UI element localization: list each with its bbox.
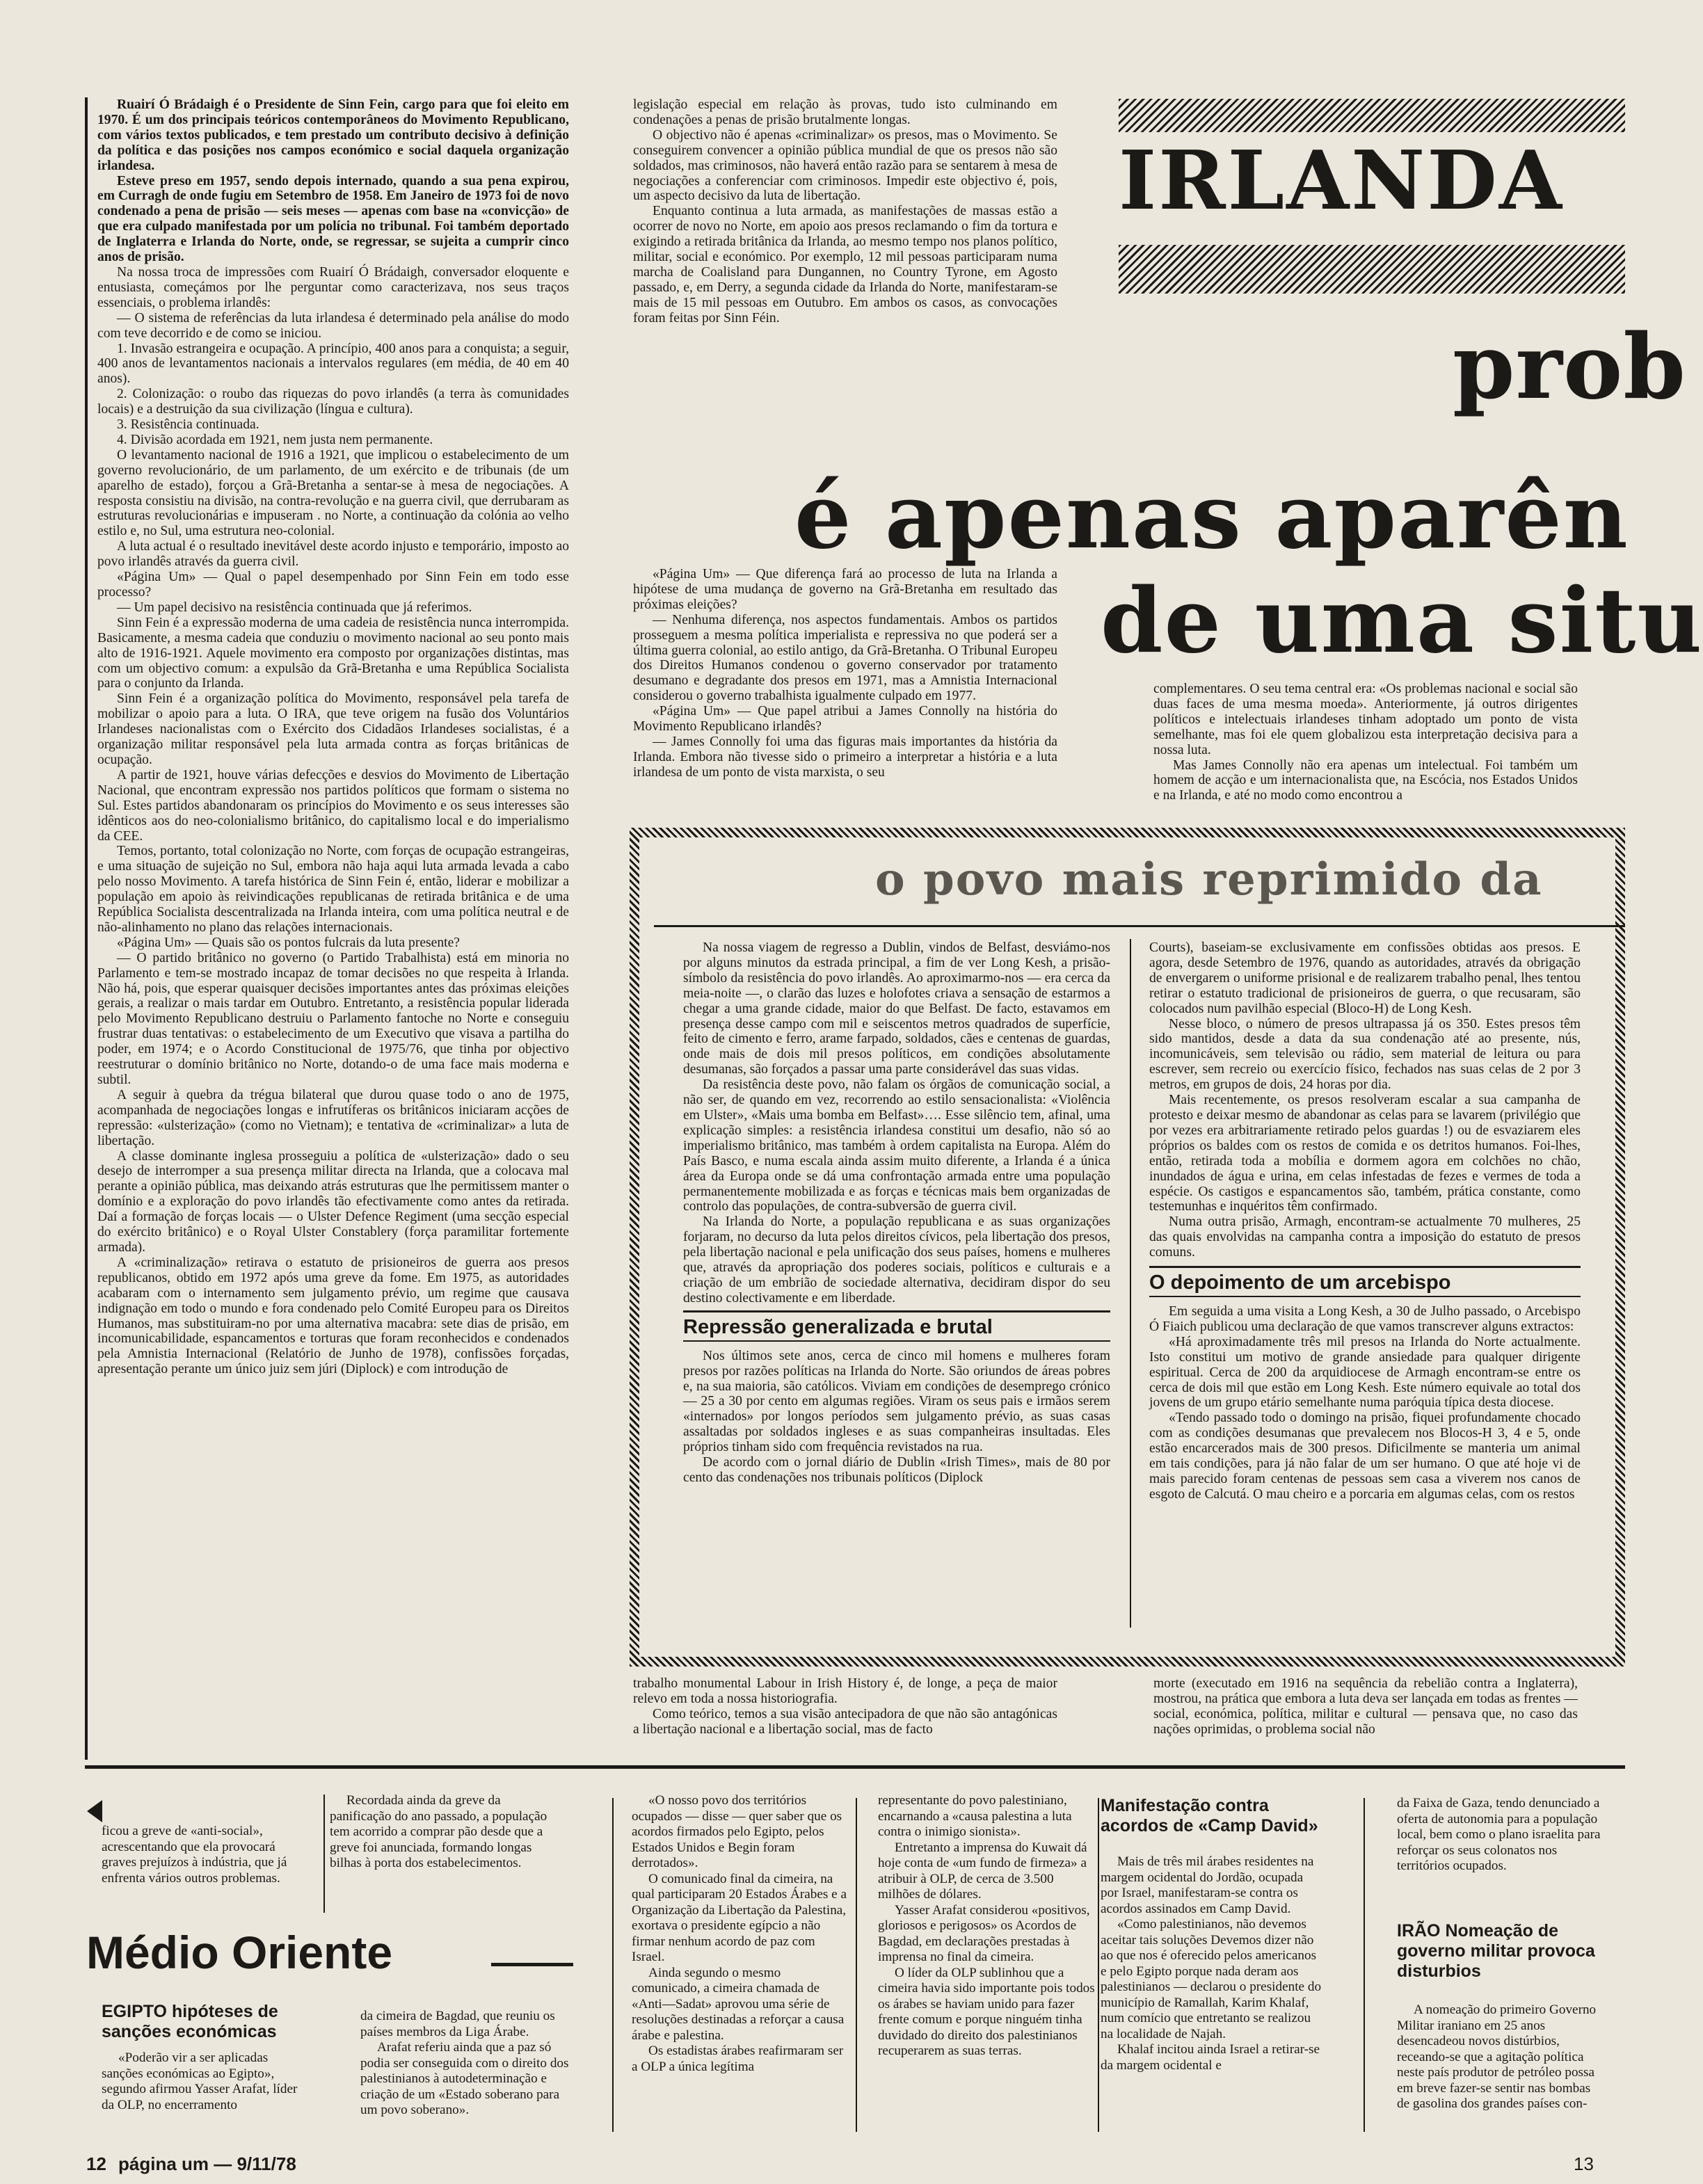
paragraph: morte (executado em 1916 na sequência da rebelião contra a Inglaterra), mostrou, na prática que embora a luta deva ser lançada em todas as frentes — social, económica, política, militar e cultural — pensava que, no caso das nações oprimidas, o problema social não bbox=[1153, 1676, 1578, 1737]
irao-block bbox=[1397, 1921, 1606, 2134]
paragraph: — Nenhuma diferença, nos aspectos fundamentais. Ambos os partidos prosseguem a mesma política imperialista e repressiva no que poderá ser a última guerra colonial, ao estilo antigo, da Grã-Bretanha. O Tribunal Europeu dos Direitos Humanos condenou o governo conservador por tratamento desumano e degradante dos presos em 1971, mas a Amnistia Internacional considerou o governo trabalhista igualmente culpado em 1977. bbox=[633, 612, 1057, 704]
bottom-rule-4 bbox=[1098, 1798, 1099, 2132]
bottom-col1-top: ficou a greve de «anti-social», acrescentando que ela provocará graves prejuízos à indústria, que já enfrenta vários outros problemas. bbox=[102, 1824, 287, 1886]
paragraph: Numa outra prisão, Armagh, encontram-se actualmente 70 mulheres, 25 das quais envolvidas na campanha contra a imposição do estatuto de presos comuns. bbox=[1149, 1214, 1581, 1260]
box-column-1 bbox=[683, 940, 1110, 1629]
paragraph: 2. Colonização: o roubo das riquezas do povo irlandês (a terra às comunidades locais) e a destruição da sua civilização (língua e cultura). bbox=[97, 387, 569, 417]
headline-hatch-bottom bbox=[1119, 245, 1625, 294]
paragraph: Na nossa viagem de regresso a Dublin, vindos de Belfast, desviámo-nos por alguns minutos da estrada principal, a fim de ver Long Kesh, a prisão-símbolo da resistência do povo irlandês. Ao aproximarmo-nos — era cerca da meia-noite —, o clarão das luzes e holofotes criava a sensação de estarmos a chegar a uma grande cidade, maior do que Belfast. De facto, estavamos em presença desse campo com mil e seiscentos metros quadrados de superfície, feito de cimento e ferro, arame farpado, soldados, cães e centenas de guardas, onde mais de dois mil presos políticos, em condições absolutamente desumanas, são forçados a passar uma parte considerável das suas vidas. bbox=[683, 940, 1110, 1077]
box-title: o povo mais reprimido da bbox=[875, 853, 1543, 906]
paragraph: 1. Invasão estrangeira e ocupação. A princípio, 400 anos para a conquista; a seguir, 400 anos de levantamentos nacionais a intervalos regulares (em média, de 40 em 40 anos). bbox=[97, 341, 569, 387]
bottom-col2-bottom bbox=[360, 2009, 576, 2127]
paragraph: Arafat referiu ainda que a paz só podia ser conseguida com o direito dos palestinianos à autodeterminação e criação de um «Estado soberano para um povo soberano». bbox=[360, 2040, 569, 2117]
camp-david-headline: Manifestação contra acordos de «Camp David» bbox=[1101, 1796, 1318, 1836]
paragraph: O levantamento nacional de 1916 a 1921, que implicou o estabelecimento de um governo revolucionário, de um parlamento, de um exército e de tribunais (de um aparelho de estado), forçou a Grã-Bretanha a sentar-se à mesa de negociações. A resposta consistiu na divisão, na contra-revolução e na guerra civil, que derrubaram as estruturas revolucionárias e impuseram . no Norte, a continuação da colónia ao velho estilo e, no Sul, uma estrutura neo-colonial. bbox=[97, 447, 569, 539]
paragraph: Mas James Connolly não era apenas um intelectual. Foi também um homem de acção e um internacionalista que, na Escócia, nos Estados Unidos e na Irlanda, e até no modo como encontrou a bbox=[1153, 757, 1578, 803]
paragraph: 4. Divisão acordada em 1921, nem justa nem permanente. bbox=[117, 432, 433, 447]
paragraph: «Há aproximadamente três mil presos na Irlanda do Norte actualmente. Isto constitui um motivo de grande ansiedade para qualquer dirigente espiritual. Cerca de 200 da arquidiocese de Armagh encontram-se entre os cerca de dois mil que estão em Long Kesh. Este número equivale ao total dos jovens de um grupo etário semelhante numa paróquia típica desta diocese. bbox=[1149, 1334, 1581, 1411]
bottom-section-rule bbox=[85, 1765, 1625, 1769]
right-column-top bbox=[1153, 682, 1578, 814]
paragraph: Da resistência deste povo, não falam os órgãos de comunicação social, a não ser, de quando em vez, recorrendo ao estilo sensacionalista: «Violência em Ulster», «Mais uma bomba em Belfast»…. Esse silêncio tem, afinal, uma explicação simples: a resistência irlandesa constitui um desafio, não só ao imperialismo britânico, mas também à ordem capitalista na Europa. Além do País Basco, e numa escala ainda assim muito diferente, a Irlanda é a única área da Europa onde se dá uma confrontação armada entre uma população permanentemente mobilizada e as forças e técnicas mais bem organizadas de controlo das populações, de contra-subversão de guerra civil. bbox=[683, 1077, 1110, 1214]
continue-arrow-icon bbox=[87, 1800, 102, 1822]
box-title-rule bbox=[654, 925, 1625, 927]
box-column-rule bbox=[1130, 939, 1131, 1628]
interview-text bbox=[97, 265, 569, 1377]
paragraph: «Tendo passado todo o domingo na prisão, fiquei profundamente chocado com as condições desumanas que prevalecem nos Blocos-H 3, 4 e 5, onde estão encarcerados mais de 300 presos. Dificilmente se manteria um animal em tais condições, para já não falar de um ser humano. O que até hoje vi de mais parecido foram centenas de pessoas sem casa a viverem nos canos de esgoto de Calcutá. O mau cheiro e a porcaria em algumas celas, com os restos bbox=[1149, 1411, 1581, 1502]
paragraph: O comunicado final da cimeira, na qual participaram 20 Estados Árabes e a Organização da Libertação da Palestina, exortava o presidente egípcio a não firmar nenhum acordo de paz com Israel. bbox=[632, 1871, 847, 1964]
footer-publication: página um — 9/11/78 bbox=[118, 2153, 296, 2174]
paragraph: «Página Um» — Qual o papel desempenhado por Sinn Fein em todo esse processo? bbox=[97, 570, 569, 600]
paragraph: trabalho monumental Labour in Irish History é, de longe, a peça de maior relevo em toda a nossa historiografia. bbox=[633, 1676, 1057, 1706]
left-column-rule bbox=[85, 97, 88, 1760]
paragraph: A partir de 1921, houve várias defecções e desvios do Movimento de Libertação Nacional, que encontram expressão nos partidos políticos que formam o sistema no Sul. Estes partidos abandonaram os princípios do Movimento e os seus interesses são idênticos aos do neo-colonialismo britânico, do capitalismo local e do imperialismo da CEE. bbox=[97, 767, 569, 844]
subhead2-rule bbox=[1149, 1266, 1581, 1268]
subhead1-underline bbox=[683, 1340, 1110, 1342]
paragraph: A luta actual é o resultado inevitável deste acordo injusto e temporário, imposto ao povo irlandês através da guerra civil. bbox=[97, 539, 569, 570]
paragraph: «Página Um» — Que diferença fará ao processo de luta na Irlanda a hipótese de uma mudança de governo na Grã-Bretanha em resultado das próximas eleições? bbox=[633, 567, 1057, 612]
right-column-below-box bbox=[1153, 1676, 1578, 1753]
medio-oriente-rule bbox=[491, 1963, 573, 1966]
paragraph: Sinn Fein é a organização política do Movimento, responsável pela tarefa de mobilizar o apoio para a luta. O IRA, que teve origem na fusão dos Voluntários Irlandeses nacionalistas com o Exército dos Cidadãos Irlandeses socialistas, é a organização militar responsável pela luta armada contra as forças britânicas de ocupação. bbox=[97, 691, 569, 767]
headline-irlanda: IRLANDA bbox=[1119, 134, 1564, 228]
subhead-arcebispo: O depoimento de um arcebispo bbox=[1149, 1271, 1451, 1294]
paragraph: representante do povo palestiniano, encarnando a «causa palestina a luta contra o inimigo sionista». bbox=[878, 1793, 1072, 1839]
paragraph: — O partido britânico no governo (o Partido Trabalhista) está em minoria no Parlamento e tem-se mostrado incapaz de tomar decisões no que respeita à Irlanda. Não há, pois, que esperar quaisquer decisões importantes antes das próximas eleições gerais, a realizar o mais tardar em Outubro. Entretanto, a resistência popular liderada pelo Movimento Republicano destruiu o Parlamento fantoche no Norte e conseguiu frustrar duas tentativas: o estabelecimento de um Executivo que visava a partilha do poder, em 1974; e o Acordo Constitucional de 1975/76, que tinha por objectivo reestruturar o domínio britânico no Norte, dotando-o de uma face mais moderna e subtil. bbox=[97, 950, 569, 1087]
subhead-repressao: Repressão generalizada e brutal bbox=[683, 1315, 993, 1338]
paragraph: legislação especial em relação às provas, tudo isto culminando em condenações a penas de prisão brutalmente longas. bbox=[633, 97, 1057, 127]
paragraph: Nos últimos sete anos, cerca de cinco mil homens e mulheres foram presos por razões políticas na Irlanda do Norte. São oriundos de áreas pobres e, na sua maioria, são católicos. Viviam em condições de desemprego crónico — 25 a 30 por cento em algumas regiões. Viram os seus pais e irmãos serem «internados» por longos períodos sem julgamento prévio, as suas casas assaltadas por soldados ingleses e as suas companheiras insultadas. Eles próprios tinham sido com frequência revistados na rua. bbox=[683, 1348, 1110, 1455]
paragraph: 3. Resistência continuada. bbox=[117, 417, 259, 433]
paragraph: Nesse bloco, o número de presos ultrapassa já os 350. Estes presos têm sido mantidos, desde a data da sua condenação até ao presente, nús, incomunicáveis, sem televisão ou rádio, sem material de leitura ou para escrever, sem recreio ou exercício físico, fechados nas suas celas de 2 por 3 metros, em grupos de dois, 24 horas por dia. bbox=[1149, 1016, 1581, 1093]
paragraph: da cimeira de Bagdad, que reuniu os países membros da Liga Árabe. bbox=[360, 2009, 555, 2039]
bottom-col6-top: da Faixa de Gaza, tendo denunciado a oferta de autonomia para a população local, bem como o plano israelita para reforçar os seus colonatos nos territórios ocupados. bbox=[1397, 1796, 1601, 1873]
paragraph: Mais de três mil árabes residentes na margem ocidental do Jordão, ocupada por Israel, manifestaram-se contra os acordos assinados em Camp David. bbox=[1101, 1854, 1314, 1916]
paragraph: Esteve preso em 1957, sendo depois internado, quando a sua pena expirou, em Curragh de onde fugiu em Setembro de 1958. Em Janeiro de 1973 foi de novo condenado a pena de prisão — seis meses — apenas com base na «convicção» de que era culpado manifestada por um polícia no tribunal. Foi também deportado de Inglaterra e Irlanda do Norte, onde, se regressar, se sujeita a cumprir cinco anos de prisão. bbox=[97, 173, 569, 265]
irao-text: A nomeação do primeiro Governo Militar iraniano em 25 anos desencadeou novos distúrbios, receando-se que a agitação política neste país produtor de petróleo possa em breve fazer-se sentir nas bombas de gasolina dos grandes países con- bbox=[1397, 2002, 1597, 2111]
paragraph: — James Connolly foi uma das figuras mais importantes da história da Irlanda. Embora não tivesse sido o primeiro a interpretar a história e a luta irlandesa de um ponto de vista marxista, o seu bbox=[633, 734, 1057, 780]
paragraph: complementares. O seu tema central era: «Os problemas nacional e social são duas faces de uma mesma moeda». Anteriormente, já outros dirigentes políticos e intelectuais irlandeses tinham adoptado um ponto de vista semelhante, mas foi ele quem globalizou esta interpretação decisiva para a nossa luta. bbox=[1153, 682, 1578, 757]
medio-oriente-title: Médio Oriente bbox=[86, 1927, 393, 1978]
egito-text: «Poderão vir a ser aplicadas sanções económicas ao Egipto», segundo afirmou Yasser Arafat, líder da OLP, no encerramento bbox=[102, 2050, 298, 2112]
headline-hatch-top bbox=[1119, 99, 1625, 132]
subhead1-rule bbox=[683, 1310, 1110, 1312]
paragraph: Ainda segundo o mesmo comunicado, a cimeira chamada de «Anti—Sadat» aprovou uma série de resoluções destinadas a reforçar a causa árabe e palestina. bbox=[632, 1965, 845, 2043]
headline-line2: prob bbox=[1453, 315, 1686, 419]
paragraph: A classe dominante inglesa prosseguiu a política de «ulsterização» dado o seu desejo de interromper a sua presença militar directa na Irlanda, que a colocava mal perante a opinião pública, mas deixando atrás estruturas que lhe permitissem manter o domínio e a exploração do povo irlandês tão efectivamente como antes da retirada. Daí a formação de forças locais — o Ulster Defence Regiment (uma secção especial do exército britânico) e o Royal Ulster Constablery (força paramilitar fortemente armada). bbox=[97, 1148, 569, 1255]
bottom-col4 bbox=[878, 1793, 1095, 2133]
bottom-rule-3 bbox=[856, 1798, 857, 2132]
middle-column-qa bbox=[633, 567, 1057, 816]
paragraph: Ruairí Ó Brádaigh é o Presidente de Sinn Fein, cargo para que foi eleito em 1970. É um dos principais teóricos contemporâneos do Movimento Republicano, com vários textos publicados, e tem prestado um contributo decisivo à definição da política e das posições nos campos económico e social daquela organização irlandesa. bbox=[97, 97, 569, 173]
interview-intro bbox=[97, 97, 569, 265]
bottom-col3 bbox=[632, 1793, 847, 2133]
paragraph: Temos, portanto, total colonização no Norte, com forças de ocupação estrangeiras, e uma situação de sujeição no Sul, embora não haja aqui luta armada levada a cabo pelo nosso Movimento. A tarefa histórica de Sinn Fein é, então, liderar e mobilizar a população em apoio às reivindicações republicanas de retirada britânica e de uma República Socialista descentralizada na Irlanda inteira, com uma política neutral e de não-alinhamento no plano das relações internacionais. bbox=[97, 844, 569, 935]
headline-line4: de uma situ bbox=[1101, 569, 1703, 673]
paragraph: Courts), baseiam-se exclusivamente em confissões obtidas aos presos. E agora, desde Setembro de 1976, quando as autoridades, através da obrigação de envergarem o uniforme prisional e de realizarem trabalho penal, lhes tentou retirar o estatuto tradicional de prisioneiros de guerra, o que recusaram, são colocados num pavilhão especial (Bloco-H) de Long Kesh. bbox=[1149, 940, 1581, 1016]
bottom-col2-top: Recordada ainda da greve da panificação do ano passado, a população tem acorrido a comprar pão desde que a greve foi anunciada, formando longas bilhas à porta dos estabelecimentos. bbox=[330, 1793, 547, 1870]
bottom-rule-1 bbox=[323, 1794, 325, 1913]
box-column-2 bbox=[1149, 940, 1581, 1629]
paragraph: A seguir à quebra da trégua bilateral que durou quase todo o ano de 1975, acompanhada de negociações longas e infrutíferas os britânicos iniciaram acções de repressão: «ulsterização» (como no Vietnam); e tentativa de «criminalizar» a luta de libertação. bbox=[97, 1087, 569, 1148]
page-number-left: 12 bbox=[86, 2153, 106, 2174]
irao-headline: IRÃO Nomeação de governo militar provoca disturbios bbox=[1397, 1921, 1595, 1981]
middle-column-top bbox=[633, 97, 1057, 390]
paragraph: «Como palestinianos, não devemos aceitar tais soluções Devemos dizer não ao que nos é oferecido pelos americanos e pelo Egipto porque nada deram aos palestinianos — declarou o presidente do município de Ramallah, Karim Khalaf, num comício que entretanto se realizou na localidade de Najah. bbox=[1101, 1917, 1322, 2041]
paragraph: «O nosso povo dos territórios ocupados — disse — quer saber que os acordos firmados pelo Egipto, pelos Estados Unidos e Begin foram derrotados». bbox=[632, 1793, 842, 1870]
egito-headline: EGIPTO hipóteses de sanções económicas bbox=[102, 2002, 278, 2041]
paragraph: Como teórico, temos a sua visão antecipadora de que não são antagónicas a libertação nacional e a libertação social, mas de facto bbox=[633, 1706, 1057, 1737]
paragraph: — Um papel decisivo na resistência continuada que já referimos. bbox=[117, 600, 472, 615]
paragraph: O líder da OLP sublinhou que a cimeira havia sido importante pois todos os árabes se haviam unido para fazer frente comum e porque ninguém tinha duvidado do direito dos palestinianos recuperarem as suas terras. bbox=[878, 1965, 1095, 2058]
paragraph: Khalaf incitou ainda Israel a retirar-se da margem ocidental e bbox=[1101, 2042, 1320, 2073]
paragraph: «Página Um» — Que papel atribui a James Connolly na história do Movimento Republicano irlandês? bbox=[633, 704, 1057, 734]
paragraph: Em seguida a uma visita a Long Kesh, a 30 de Julho passado, o Arcebispo Ó Fiaich publicou uma declaração de que vamos transcrever alguns extractos: bbox=[1149, 1304, 1581, 1334]
middle-column-below-box bbox=[633, 1676, 1057, 1753]
paragraph: Mais recentemente, os presos resolveram escalar a sua campanha de protesto e deixar mesmo de abandonar as celas para se lavarem (privilégio que por vezes era arbitrariamente retirado pelos guardas !) ou de esvaziarem eles próprios os baldes com os restos de comida e os detritos humanos. Foi-lhes, então, retirada toda a mobília e dormem agora em colchões no chão, inundados de água e urina, em celas infestadas de fezes e vermes de toda a espécie. Os castigos e espancamentos são, também, prática constante, como testemunhas e inquéritos têm confirmado. bbox=[1149, 1093, 1581, 1214]
paragraph: Na nossa troca de impressões com Ruairí Ó Brádaigh, conversador eloquente e entusiasta, começámos por lhe perguntar como caracterizava, nos seus traços essenciais, o problema irlandês: bbox=[97, 264, 569, 310]
left-column bbox=[97, 97, 569, 1756]
paragraph: Os estadistas árabes reafirmaram ser a OLP a única legítima bbox=[632, 2044, 844, 2074]
paragraph: — O sistema de referências da luta irlandesa é determinado pela análise do modo com teve decorrido e de como se iniciou. bbox=[97, 310, 569, 341]
paragraph: Sinn Fein é a expressão moderna de uma cadeia de resistência nunca interrompida. Basicamente, a mesma cadeia que conduziu o movimento nacional ao seu ponto mais alto de 1916-1921. Aquele movimento era composto por organizações distintas, mas com um objectivo comum: a expulsão da Grã-Bretanha e uma República Socialista para o conjunto da Irlanda. bbox=[97, 615, 569, 691]
camp-david-block bbox=[1101, 1796, 1322, 2134]
paragraph: Yasser Arafat considerou «positivos, gloriosos e perigosos» os Acordos de Bagdad, em declarações prestadas à imprensa no final da cimeira. bbox=[878, 1902, 1090, 1964]
paragraph: O objectivo não é apenas «criminalizar» os presos, mas o Movimento. Se conseguirem convencer a opinião pública mundial de que os presos não são soldados, mas criminosos, não haverá então razão para se sentarem à mesa de negociações a conferenciar com criminosos. Impedir este objectivo é, pois, um aspecto decisivo da luta de libertação. bbox=[633, 127, 1057, 204]
egito-block bbox=[102, 2002, 310, 2113]
headline-line3: é apenas aparên bbox=[794, 465, 1629, 569]
bottom-rule-5 bbox=[1364, 1798, 1365, 2132]
paragraph: Entretanto a imprensa do Kuwait dá hoje conta de «um fundo de firmeza» a atribuir à OLP, de cerca de 3.500 milhões de dólares. bbox=[878, 1840, 1087, 1902]
bottom-rule-2 bbox=[612, 1798, 614, 2132]
paragraph: Na Irlanda do Norte, a população republicana e as suas organizações forjaram, no decurso da luta pelos direitos cívicos, pela libertação dos presos, pela libertação nacional e pela unificação dos seus países, homens e mulheres que, através da apropriação dos poderes sociais, políticos e culturais e a criação de um embrião de sociedade alternativa, decidiram dispor do seu destino colectivamente e em liberdade. bbox=[683, 1214, 1110, 1306]
paragraph: De acordo com o jornal diário de Dublin «Irish Times», mais de 80 por cento das condenações nos tribunais políticos (Diplock bbox=[683, 1455, 1110, 1485]
paragraph: Enquanto continua a luta armada, as manifestações de massas estão a ocorrer de novo no Norte, em apoio aos presos reclamando o fim da tortura e exigindo a retirada britânica da Irlanda, ao mesmo tempo nos planos político, militar, social e económico. Por exemplo, 12 mil pessoas participaram numa marcha de Coalisland para Dungannen, no Country Tyrone, em Agosto passado, e, em Derry, a segunda cidade da Irlanda do Norte, manifestaram-se mais de 15 mil pessoas em Outubro. Em ambos os casos, as convocações foram feitas por Sinn Féin. bbox=[633, 204, 1057, 326]
paragraph: A «criminalização» retirava o estatuto de prisioneiros de guerra aos presos republicanos, obtido em 1972 após uma greve da fome. Em 1975, as autoridades acabaram com o internamento sem julgamento prévio, um regime que causava indignação em todo o mundo e fora condenado pelo Comité Europeu para os Direitos Humanos, mas substituiram-no por uma alternativa macabra: sete dias de prisão, em incomunicabilidade, espancamentos e torturas que foram reconhecidos e condenados pela Amnistia Internacional (Relatório de Junho de 1978), confissões forçadas, apresentação perante um único juiz sem júri (Diplock) e com introdução de bbox=[97, 1255, 569, 1377]
page-number-right: 13 bbox=[1574, 2153, 1594, 2174]
subhead2-underline bbox=[1149, 1296, 1581, 1297]
paragraph: «Página Um» — Quais são os pontos fulcrais da luta presente? bbox=[117, 935, 461, 950]
